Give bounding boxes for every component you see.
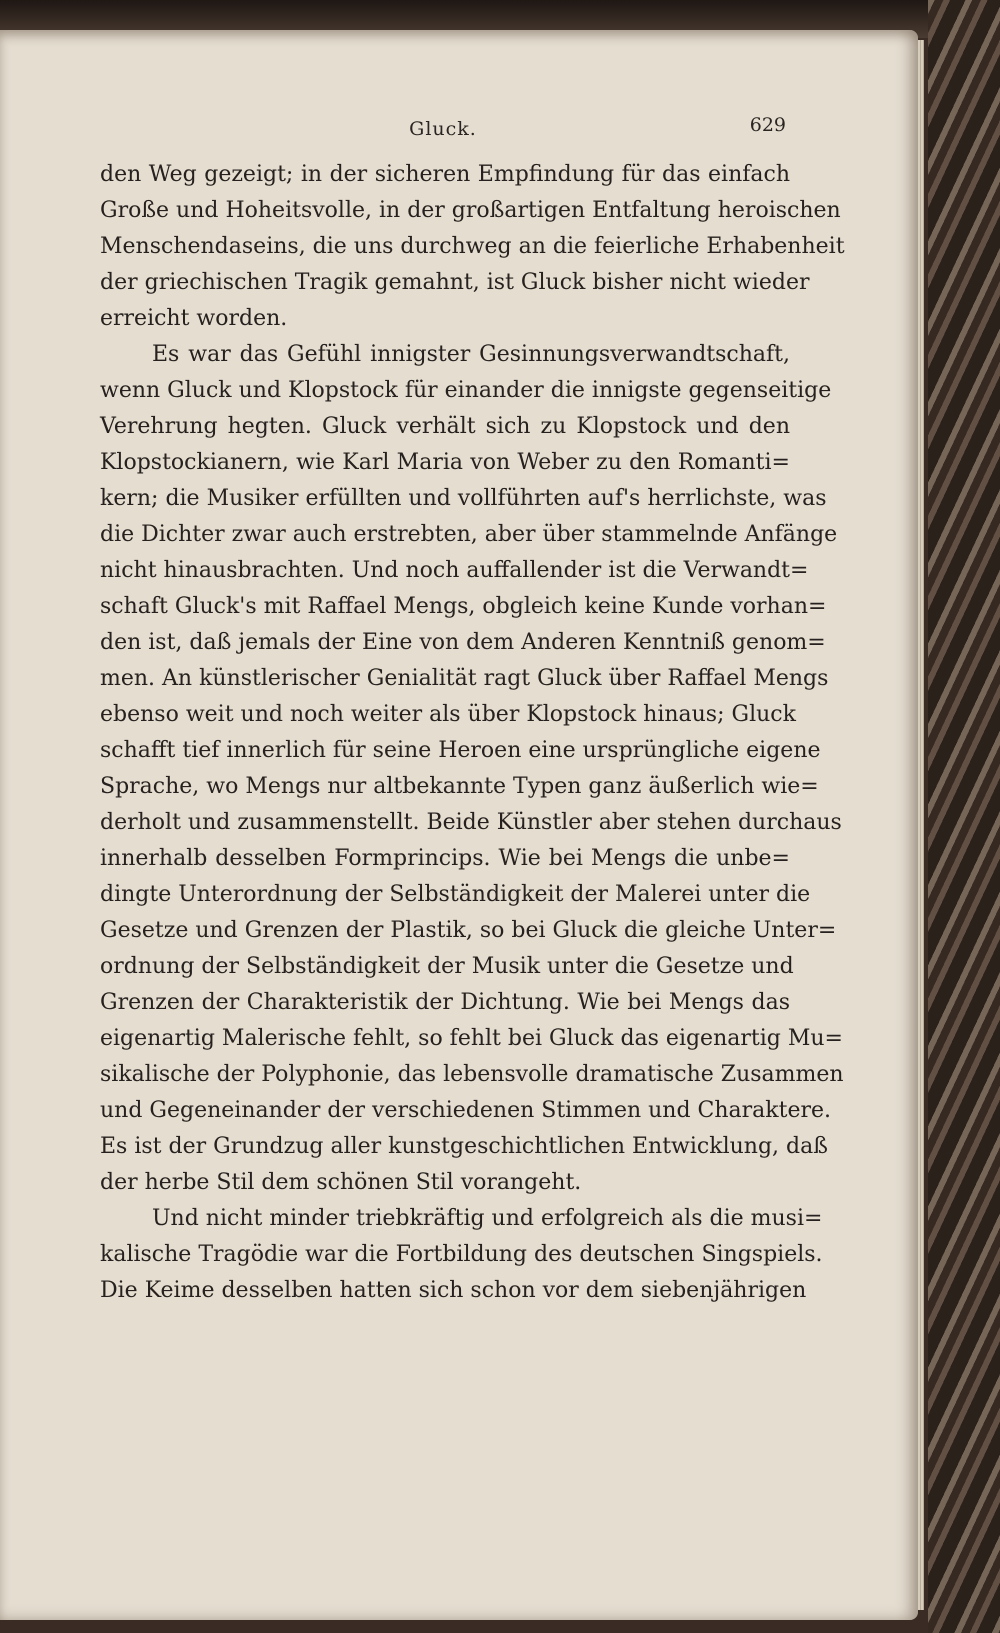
- text-line: ordnung der Selbständigkeit der Musik unter die Gesetze und: [100, 954, 794, 979]
- marbled-cover-edge: [928, 0, 1000, 1633]
- text-line: die Dichter zwar auch erstrebten, aber über stammelnde Anfänge: [100, 522, 838, 547]
- text-line: derholt und zusammenstellt. Beide Künstler aber stehen durchaus: [100, 810, 842, 835]
- text-line: wenn Gluck und Klopstock für einander die innigste gegenseitige: [100, 378, 832, 403]
- text-line: Grenzen der Charakteristik der Dichtung. Wie bei Mengs das: [100, 990, 790, 1015]
- text-line: Die Keime desselben hatten sich schon vor dem siebenjährigen: [100, 1278, 807, 1303]
- running-title: Gluck.: [409, 118, 477, 140]
- page-number: 629: [749, 114, 786, 136]
- text-line: der herbe Stil dem schönen Stil vorangeht.: [100, 1170, 582, 1195]
- text-line: den ist, daß jemals der Eine von dem Anderen Kenntniß genom=: [100, 630, 826, 655]
- paragraph-3: [100, 1201, 823, 1309]
- text-line: dingte Unterordnung der Selbständigkeit der Malerei unter die: [100, 882, 811, 907]
- text-line: sikalische der Polyphonie, das lebensvolle dramatische Zusammen: [100, 1062, 844, 1087]
- text-line: kalische Tragödie war die Fortbildung des deutschen Singspiels.: [100, 1242, 823, 1267]
- text-line: und Gegeneinander der verschiedenen Stimmen und Charaktere.: [100, 1098, 832, 1123]
- text-line: Es war das Gefühl innigster Gesinnungsverwandtschaft,: [152, 342, 790, 367]
- text-line: kern; die Musiker erfüllten und vollführten auf's herrlichste, was: [100, 486, 827, 511]
- text-line: der griechischen Tragik gemahnt, ist Gluck bisher nicht wieder: [100, 270, 810, 295]
- paragraph-2: [100, 337, 844, 1201]
- text-line: Menschendaseins, die uns durchweg an die feierliche Erhabenheit: [100, 234, 845, 259]
- text-line: Verehrung hegten. Gluck verhält sich zu Klopstock und den: [100, 414, 790, 439]
- text-line: eigenartig Malerische fehlt, so fehlt bei Gluck das eigenartig Mu=: [100, 1026, 843, 1051]
- text-line: nicht hinausbrachten. Und noch auffallender ist die Verwandt=: [100, 558, 809, 583]
- text-line: Große und Hoheitsvolle, in der großartigen Entfaltung heroischen: [100, 198, 841, 223]
- text-line: schaft Gluck's mit Raffael Mengs, obgleich keine Kunde vorhan=: [100, 594, 827, 619]
- text-line: Klopstockianern, wie Karl Maria von Weber zu den Romanti=: [100, 450, 790, 475]
- text-line: Und nicht minder triebkräftig und erfolgreich als die musi=: [152, 1206, 823, 1231]
- body-text: [100, 157, 845, 1309]
- text-line: Gesetze und Grenzen der Plastik, so bei Gluck die gleiche Unter=: [100, 918, 837, 943]
- text-line: innerhalb desselben Formprincips. Wie bei Mengs die unbe=: [100, 846, 790, 871]
- text-line: men. An künstlerischer Genialität ragt Gluck über Raffael Mengs: [100, 666, 829, 691]
- paragraph-1: [100, 157, 845, 337]
- text-line: Es ist der Grundzug aller kunstgeschichtlichen Entwicklung, daß: [100, 1134, 828, 1159]
- text-line: schafft tief innerlich für seine Heroen eine ursprüngliche eigene: [100, 738, 821, 763]
- text-line: erreicht worden.: [100, 306, 288, 331]
- text-line: den Weg gezeigt; in der sicheren Empfindung für das einfach: [100, 162, 790, 187]
- text-line: ebenso weit und noch weiter als über Klopstock hinaus; Gluck: [100, 702, 796, 727]
- running-head: [100, 114, 786, 148]
- text-line: Sprache, wo Mengs nur altbekannte Typen ganz äußerlich wie=: [100, 774, 819, 799]
